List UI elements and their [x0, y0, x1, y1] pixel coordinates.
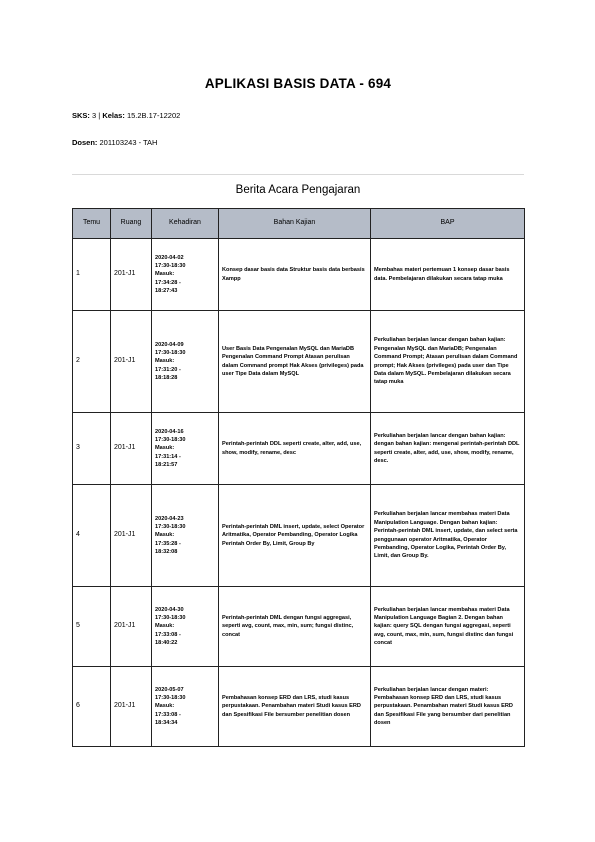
attendance-out: 18:21:57	[155, 462, 178, 469]
table-row	[73, 667, 525, 747]
attendance-in: 17:35:28 -	[155, 540, 181, 547]
cell-bap: Perkuliahan berjalan lancar dengan materi: Pembahasan konsep ERD dan LRS, studi kasus perpustakaan. Penambahan materi Studi kasus ERD dan Spesifikasi File yang bersumber dari penelitian dosen	[371, 667, 525, 747]
attendance-label: Masuk:	[155, 703, 175, 710]
cell-temu: 6	[73, 667, 111, 747]
cell-bahan-kajian: User Basis Data Pengenalan MySQL dan MariaDB Pengenalan Command Prompt Atasan perulisan dalam Command prompt Hak Akses (privileges) pada user Tipe Data dalam MySQL	[219, 311, 371, 413]
attendance-schedule: 17:30-18:30	[155, 349, 186, 356]
attendance-out: 18:34:34	[155, 720, 178, 727]
header-ruang: Ruang	[111, 209, 152, 239]
attendance-schedule: 17:30-18:30	[155, 262, 186, 269]
cell-bahan-kajian: Perintah-perintah DDL seperti create, alter, add, use, show, modify, rename, desc	[219, 413, 371, 485]
cell-bap: Perkuliahan berjalan lancar membahas materi Data Manipulation Language. Dengan bahan kajian: Perintah-perintah DML insert, update, dan select serta penggunaan operator Aritmatika, Operator Pembanding, Operator Logika, Perintah Order By, Limit, dan Group By.	[371, 485, 525, 587]
cell-temu: 2	[73, 311, 111, 413]
attendance-date: 2020-04-16	[155, 428, 184, 435]
cell-temu: 3	[73, 413, 111, 485]
attendance-label: Masuk:	[155, 271, 175, 278]
cell-ruang: 201-J1	[111, 485, 152, 587]
table-row	[73, 239, 525, 311]
kelas-value: 15.2B.17-12202	[126, 111, 181, 120]
attendance-label: Masuk:	[155, 623, 175, 630]
attendance-in: 17:34:28 -	[155, 279, 181, 286]
cell-ruang: 201-J1	[111, 311, 152, 413]
cell-bahan-kajian: Perintah-perintah DML insert, update, select Operator Aritmatika, Operator Pembanding, Operator Logika Perintah Order By, Limit, Group By	[219, 485, 371, 587]
attendance-in: 17:31:14 -	[155, 453, 181, 460]
attendance-schedule: 17:30-18:30	[155, 523, 186, 530]
attendance-label: Masuk:	[155, 445, 175, 452]
attendance-schedule: 17:30-18:30	[155, 436, 186, 443]
header-temu: Temu	[73, 209, 111, 239]
kelas-label: Kelas:	[102, 111, 125, 120]
attendance-schedule: 17:30-18:30	[155, 694, 186, 701]
section-title: Berita Acara Pengajaran	[235, 184, 361, 196]
sks-label: SKS:	[72, 111, 90, 120]
header-bap: BAP	[371, 209, 525, 239]
cell-ruang: 201-J1	[111, 239, 152, 311]
attendance-out: 18:27:43	[155, 288, 178, 295]
attendance-in: 17:33:08 -	[155, 631, 181, 638]
dosen-value: 201103243 - TAH	[99, 138, 158, 147]
sks-value: 3	[92, 111, 97, 120]
attendance-label: Masuk:	[155, 532, 175, 539]
cell-bap: Membahas materi pertemuan 1 konsep dasar basis data. Pembelajaran dilakukan secara tatap muka	[371, 239, 525, 311]
cell-ruang: 201-J1	[111, 667, 152, 747]
attendance-date: 2020-04-30	[155, 606, 184, 613]
cell-temu: 5	[73, 587, 111, 667]
attendance-in: 17:31:20 -	[155, 366, 181, 373]
attendance-date: 2020-04-02	[155, 254, 184, 261]
attendance-out: 18:18:28	[155, 375, 178, 382]
cell-kehadiran	[152, 311, 219, 413]
cell-bahan-kajian: Konsep dasar basis data Struktur basis data berbasis Xampp	[219, 239, 371, 311]
table-row	[73, 587, 525, 667]
document-title: APLIKASI BASIS DATA - 694	[204, 76, 392, 91]
course-meta	[72, 111, 180, 120]
cell-temu: 4	[73, 485, 111, 587]
cell-bahan-kajian: Pembahasan konsep ERD dan LRS, studi kasus perpustakaan. Penambahan materi Studi kasus ERD dan Spesifikasi File bersumber penelitian dosen	[219, 667, 371, 747]
table-header-row	[73, 209, 525, 239]
lecturer-meta	[72, 138, 157, 147]
cell-ruang: 201-J1	[111, 587, 152, 667]
header-kehadiran: Kehadiran	[152, 209, 219, 239]
table-row	[73, 413, 525, 485]
cell-bap: Perkuliahan berjalan lancar dengan bahan kajian: dengan bahan kajian: mengenai perintah-perintah DDL seperti create, alter, add, use, show, modify, rename, desc.	[371, 413, 525, 485]
attendance-out: 18:32:08	[155, 549, 178, 556]
header-bahan-kajian: Bahan Kajian	[219, 209, 371, 239]
attendance-date: 2020-04-09	[155, 341, 184, 348]
attendance-date: 2020-04-23	[155, 515, 184, 522]
attendance-out: 18:40:22	[155, 640, 178, 647]
cell-ruang: 201-J1	[111, 413, 152, 485]
attendance-label: Masuk:	[155, 358, 175, 365]
cell-kehadiran	[152, 485, 219, 587]
attendance-in: 17:33:08 -	[155, 711, 181, 718]
divider	[72, 174, 524, 175]
table-row	[73, 311, 525, 413]
cell-temu: 1	[73, 239, 111, 311]
cell-bap: Perkuliahan berjalan lancar membahas materi Data Manipulation Language Bagian 2. Dengan bahan kajian: query SQL dengan fungsi aggregasi, seperti avg, count, max, min, sum, fungsi distinc dan fungsi concat	[371, 587, 525, 667]
cell-bap: Perkuliahan berjalan lancar dengan bahan kajian: Pengenalan MySQL dan MariaDB; Pengenalan Command Prompt; Atasan perulisan dalam Command prompt; Hak Akses (privileges) pada user dan Tipe Data dalam MySQL. Pembelajaran dilakukan secara tatap muka	[371, 311, 525, 413]
meta-separator: |	[98, 111, 101, 120]
cell-kehadiran	[152, 667, 219, 747]
bap-table	[72, 208, 525, 747]
attendance-schedule: 17:30-18:30	[155, 614, 186, 621]
table-row	[73, 485, 525, 587]
attendance-date: 2020-05-07	[155, 686, 184, 693]
dosen-label: Dosen:	[72, 138, 98, 147]
cell-kehadiran	[152, 239, 219, 311]
cell-bahan-kajian: Perintah-perintah DML dengan fungsi aggregasi, seperti avg, count, max, min, sum; fungsi distinc, concat	[219, 587, 371, 667]
cell-kehadiran	[152, 587, 219, 667]
cell-kehadiran	[152, 413, 219, 485]
